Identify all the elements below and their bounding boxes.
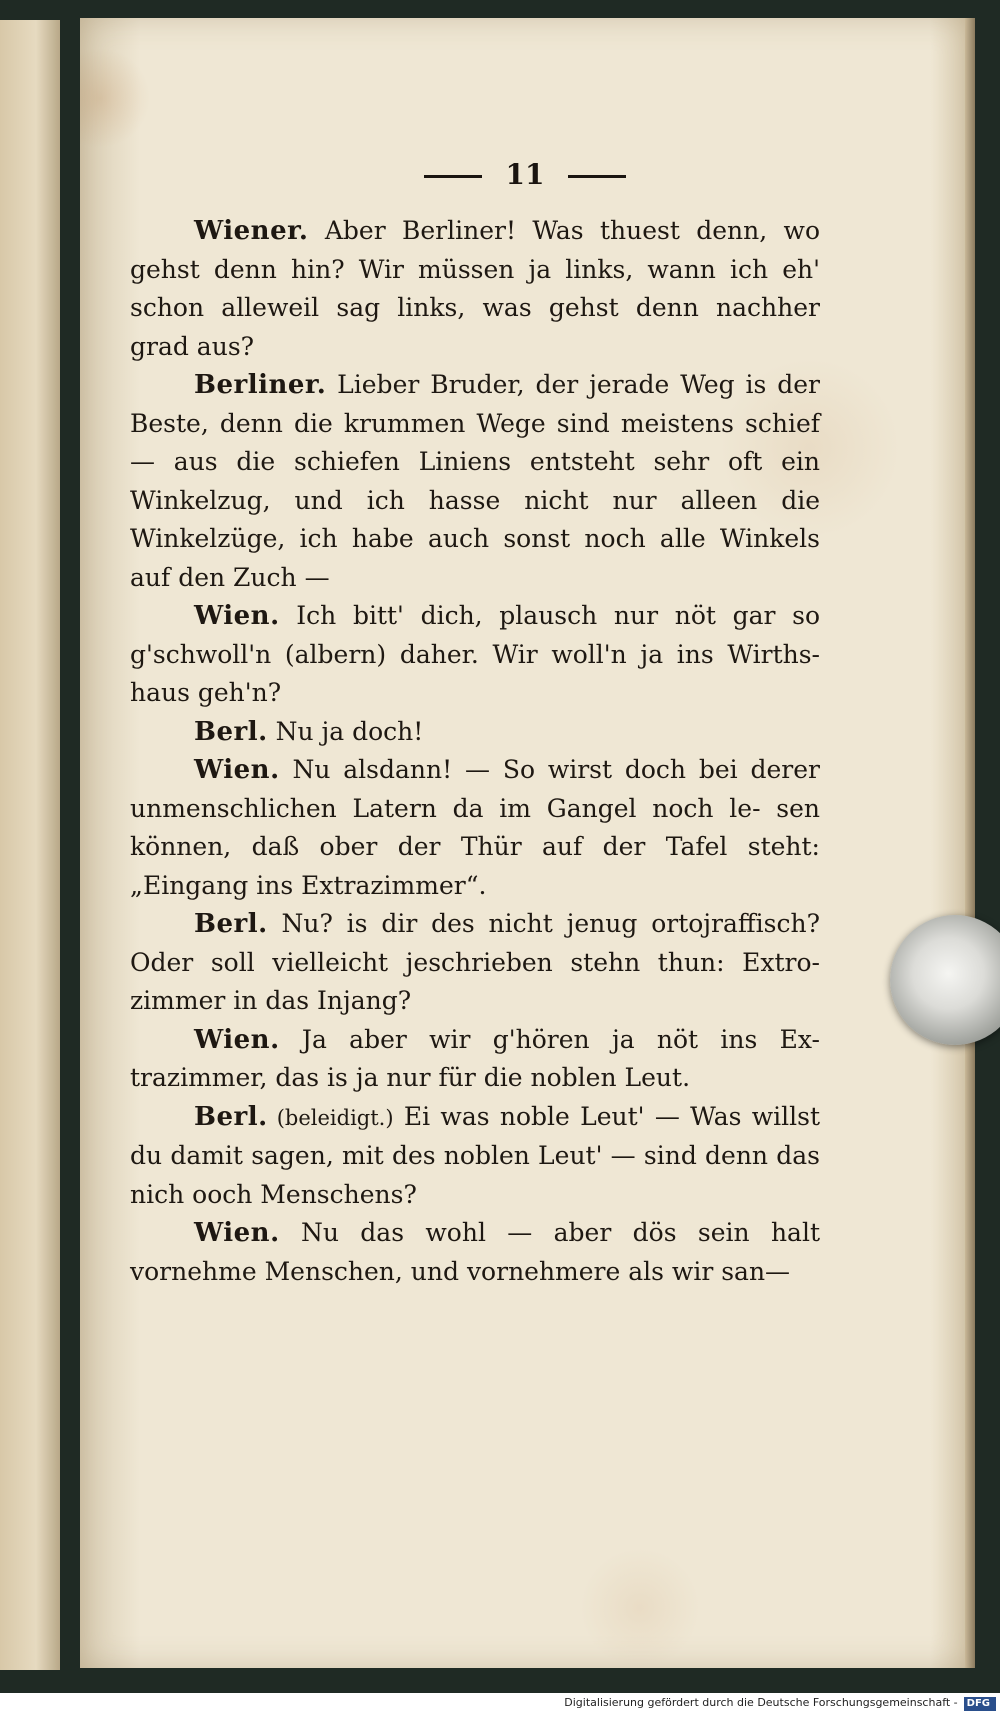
left-page-edge <box>0 20 60 1670</box>
dialogue-text <box>130 212 820 1291</box>
paragraph-text: Nu das wohl — aber dös sein halt vornehme Menschen, und vornehmere als wir san— <box>130 1218 820 1286</box>
paragraph-text: Lieber Bruder, der jerade Weg is der Beste, denn die krummen Wege sind meistens schief — aus die schiefen Liniens entsteht sehr oft ein Winkelzug, und ich hasse nicht nur alleen die Winkelzüge, ich habe auch sonst noch alle Winkels auf den Zuch — <box>130 370 820 592</box>
footer-credit: Digitalisierung gefördert durch die Deutsche Forschungsgemeinschaft - <box>564 1696 958 1709</box>
header-dash-right <box>568 175 626 178</box>
speaker-name: Wien. <box>194 755 280 785</box>
paragraph <box>130 366 820 597</box>
page-number: 11 <box>505 158 545 191</box>
paragraph <box>130 905 820 1021</box>
speaker-name: Wien. <box>194 1218 280 1248</box>
speaker-name: Berl. <box>194 716 268 747</box>
paragraph <box>130 212 820 366</box>
speaker-name: Wien. <box>194 1024 280 1055</box>
paragraph <box>130 713 820 752</box>
paragraph <box>130 597 820 713</box>
speaker-name: Wiener. <box>194 216 309 246</box>
paragraph <box>130 751 820 905</box>
page-right-edge <box>965 18 975 1668</box>
paragraph-text: Ei was noble Leut' — Was willst du damit sagen, mit des noblen Leut' — sind denn das nich ooch Menschens? <box>130 1101 821 1209</box>
paragraph <box>130 1021 820 1098</box>
paragraph <box>130 1098 820 1215</box>
paragraph-text: Ich bitt' dich, plausch nur nöt gar so g'schwoll'n (albern) daher. Wir woll'n ja ins Wirths- haus geh'n? <box>130 601 820 707</box>
speaker-name: Berl. <box>194 1101 268 1132</box>
digitization-footer <box>0 1693 1000 1713</box>
speaker-name: Berl. <box>194 909 268 939</box>
speaker-name: Wien. <box>194 601 280 631</box>
paragraph-text: Nu? is dir des nicht jenug ortojraffisch? Oder soll vielleicht jeschrieben stehn thun: Extro- zimmer in das Injang? <box>130 909 820 1015</box>
paragraph-text: Aber Berliner! Was thuest denn, wo gehst denn hin? Wir müssen ja links, wann ich eh' schon alleweil sag links, was gehst denn nachher grad aus? <box>130 216 820 361</box>
paragraph <box>130 1214 820 1291</box>
stage-direction: (beleidigt.) <box>267 1105 394 1130</box>
dfg-logo-icon: DFG <box>964 1697 996 1711</box>
page-header <box>80 158 970 191</box>
header-dash-left <box>424 175 482 178</box>
speaker-name: Berliner. <box>194 370 327 400</box>
paragraph-text: Nu alsdann! — So wirst doch bei derer unmenschlichen Latern da im Gangel noch le- sen können, daß ober der Thür auf der Tafel steht: „Eingang ins Extrazimmer“. <box>130 755 820 900</box>
paragraph-text: Nu ja doch! <box>267 716 424 746</box>
paragraph-text: Ja aber wir g'hören ja nöt ins Ex- trazimmer, das is ja nur für die noblen Leut. <box>130 1024 820 1092</box>
